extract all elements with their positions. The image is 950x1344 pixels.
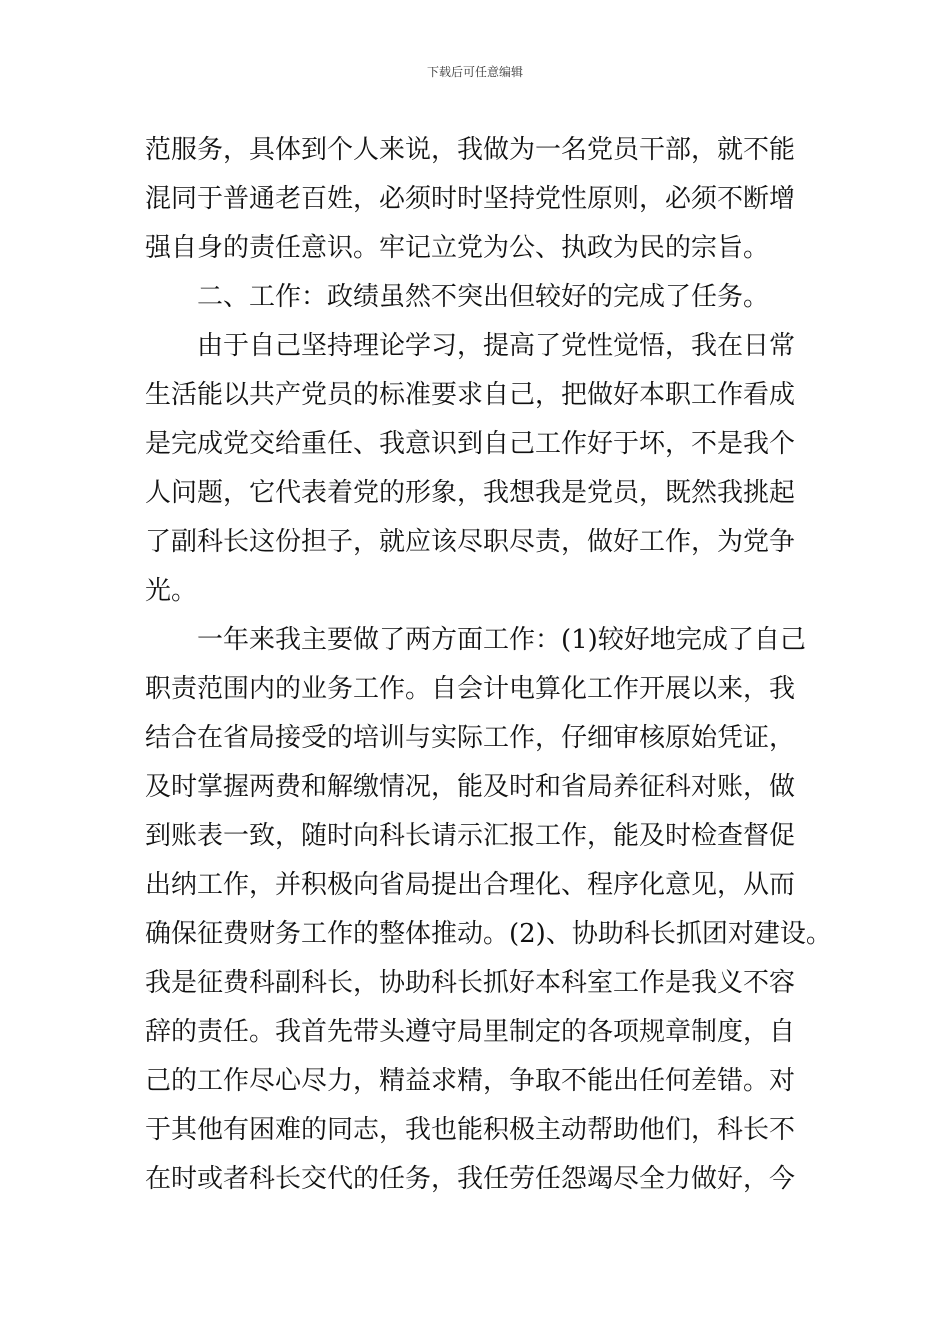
text-line: 混同于普通老百姓，必须时时坚持党性原则，必须不断增 — [145, 184, 796, 214]
page-header: 下载后可任意编辑 — [426, 65, 523, 79]
text-line: 光。 — [145, 576, 198, 606]
section-heading: 二、工作：政绩虽然不突出但较好的完成了任务。 — [197, 282, 770, 312]
text-line: 于其他有困难的同志，我也能积极主动帮助他们，科长不 — [145, 1115, 796, 1145]
text-line: 辞的责任。我首先带头遵守局里制定的各项规章制度，自 — [145, 1017, 796, 1047]
text-line: 强自身的责任意识。牢记立党为公、执政为民的宗旨。 — [145, 233, 770, 263]
text-line: 我是征费科副科长，协助科长抓好本科室工作是我义不容 — [145, 968, 796, 998]
paragraph-start: 由于自己坚持理论学习，提高了党性觉悟，我在日常 — [197, 331, 796, 361]
text-line: 及时掌握两费和解缴情况，能及时和省局养征科对账，做 — [145, 772, 796, 802]
text-line: 确保征费财务工作的整体推动。(2)、协助科长抓团对建设。 — [145, 919, 832, 949]
text-line: 是完成党交给重任、我意识到自己工作好于坏，不是我个 — [145, 429, 796, 459]
document-body — [145, 126, 832, 1204]
text-line: 出纳工作，并积极向省局提出合理化、程序化意见，从而 — [145, 870, 796, 900]
paragraph-start: 一年来我主要做了两方面工作：(1)较好地完成了自己 — [197, 625, 806, 655]
text-line: 己的工作尽心尽力，精益求精，争取不能出任何差错。对 — [145, 1066, 796, 1096]
text-line: 结合在省局接受的培训与实际工作，仔细审核原始凭证， — [145, 723, 796, 753]
text-line: 了副科长这份担子，就应该尽职尽责，做好工作，为党争 — [145, 527, 796, 557]
text-line: 生活能以共产党员的标准要求自己，把做好本职工作看成 — [145, 380, 796, 410]
text-line: 范服务，具体到个人来说，我做为一名党员干部，就不能 — [145, 135, 796, 165]
text-line: 在时或者科长交代的任务，我任劳任怨竭尽全力做好，今 — [145, 1164, 796, 1194]
text-line: 人问题，它代表着党的形象，我想我是党员，既然我挑起 — [145, 478, 796, 508]
text-line: 职责范围内的业务工作。自会计电算化工作开展以来，我 — [145, 674, 796, 704]
text-line: 到账表一致，随时向科长请示汇报工作，能及时检查督促 — [145, 821, 796, 851]
